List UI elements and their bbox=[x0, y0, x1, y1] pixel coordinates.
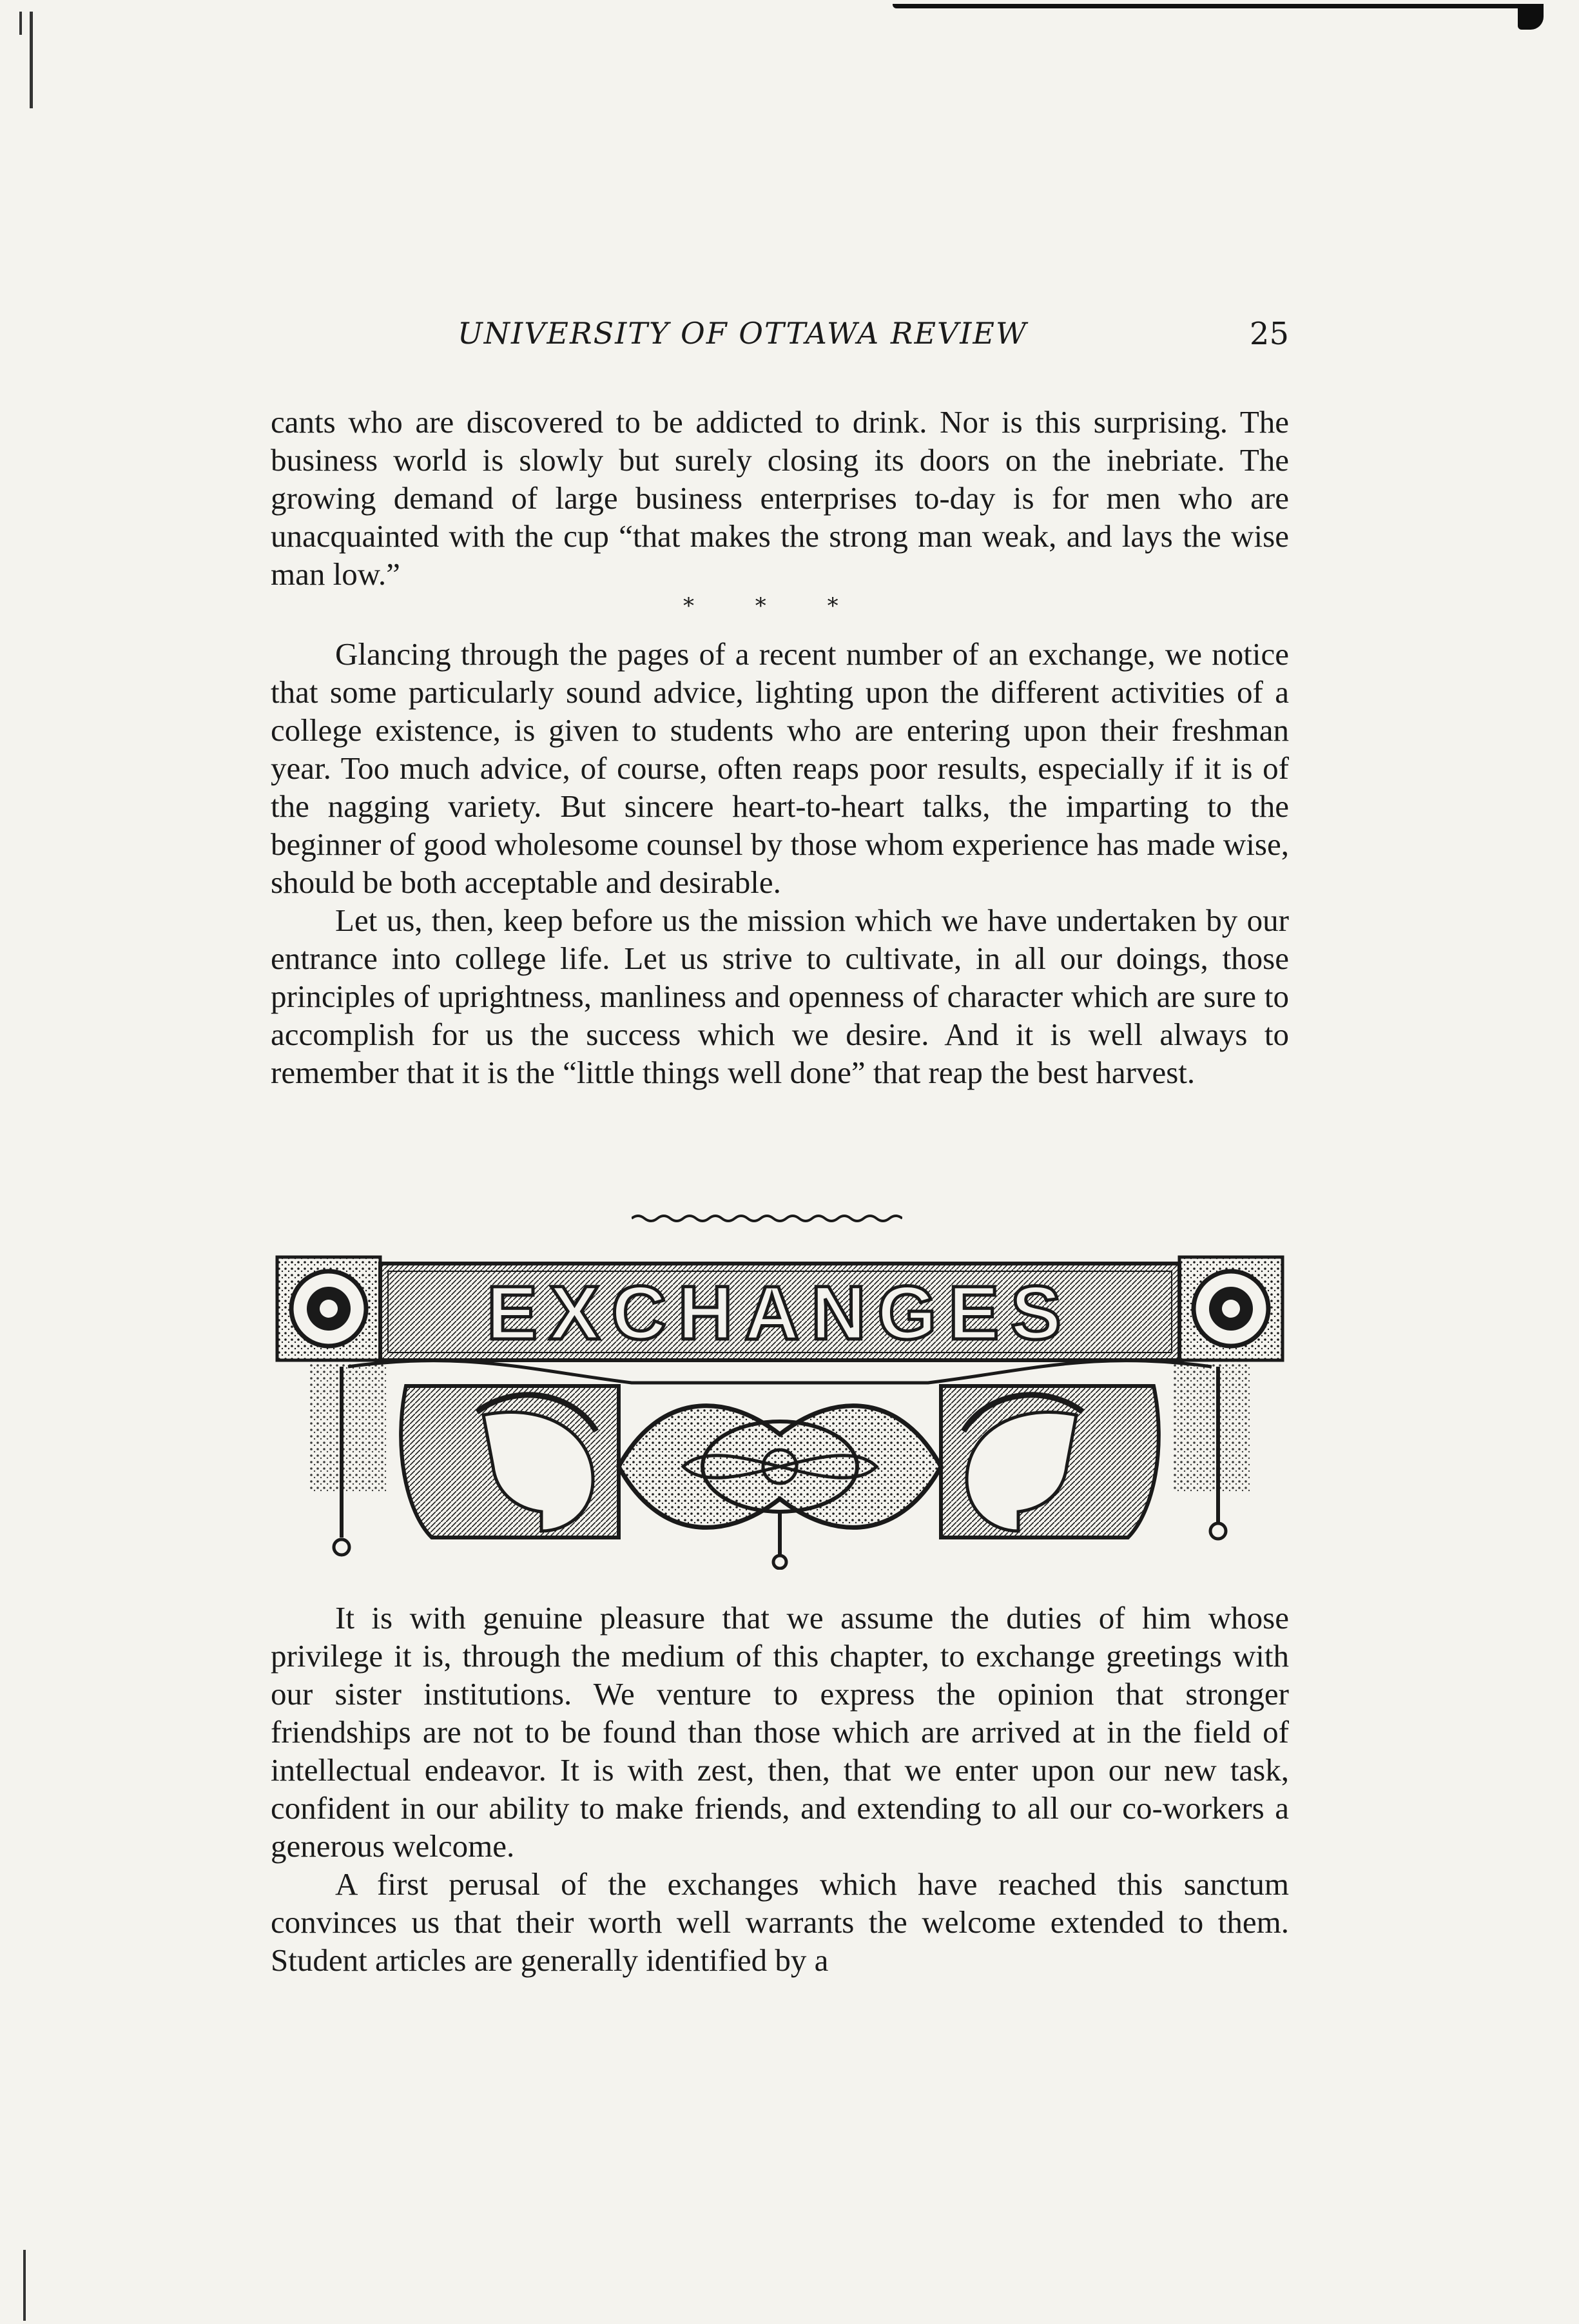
paragraph: cants who are discovered to be addicted to drink. Nor is this surprising. The business world is slowly but surely closing its doors on the inebriate. The growing demand of large business enterprises to-day is for men who are unacquainted with the cup “that makes the strong man weak, and lays the wise man low.” bbox=[271, 404, 1289, 592]
running-title: UNIVERSITY OF OTTAWA REVIEW bbox=[458, 316, 1028, 351]
paragraph: It is with genuine pleasure that we assume the duties of him whose privilege it is, through the medium of this chapter, to exchange greetings with our sister institutions. We venture to express the opinion that stronger friendships are not to be found than those which are arrived at in the field of intellectual endeavor. It is with zest, then, that we enter upon our new task, confident in our ability to make friends, and extending to all our co-workers a generous welcome. bbox=[271, 1600, 1289, 1864]
exchanges-banner bbox=[271, 1254, 1289, 1570]
paragraph: A first perusal of the exchanges which have reached this sanctum convinces us that their worth well warrants the welcome extended to them. Student articles are generally identified by a bbox=[271, 1866, 1289, 1978]
text-block-middle bbox=[271, 635, 1289, 1091]
paragraph: Let us, then, keep before us the mission which we have undertaken by our entrance into college life. Let us strive to cultivate, in all our doings, those principles of uprightness, manliness and openness of character which are sure to accomplish for us the success which we desire. And it is well always to remember that it is the “little things well done” that reap the best harvest. bbox=[271, 903, 1289, 1090]
text-block-bottom bbox=[271, 1599, 1289, 1979]
paragraph: Glancing through the pages of a recent number of an exchange, we notice that some particularly sound advice, lighting upon the different activities of a college existence, is given to students who are entering upon their freshman year. Too much advice, of course, often reaps poor results, especially if it is of the nagging variety. But sincere heart-to-heart talks, the imparting to the beginner of good wholesome counsel by those whom experience has made wise, should be both acceptable and desirable. bbox=[271, 636, 1289, 900]
center-knotwork-ornament bbox=[619, 1406, 941, 1528]
banner-title: EXCHANGES bbox=[487, 1271, 1073, 1356]
right-profile-head-icon bbox=[941, 1386, 1159, 1538]
left-edge-mark bbox=[30, 12, 33, 108]
left-edge-mark bbox=[19, 12, 22, 35]
left-medallion-icon bbox=[277, 1257, 380, 1360]
left-profile-head-icon bbox=[401, 1386, 619, 1538]
top-edge-rule bbox=[893, 4, 1531, 8]
wavy-divider bbox=[632, 1212, 902, 1225]
right-medallion-icon bbox=[1179, 1257, 1283, 1360]
left-edge-mark bbox=[23, 2250, 26, 2321]
page-number: 25 bbox=[1249, 316, 1289, 352]
text-block-top bbox=[271, 403, 1289, 593]
page-header bbox=[412, 309, 1289, 367]
section-separator: * * * bbox=[683, 593, 866, 619]
